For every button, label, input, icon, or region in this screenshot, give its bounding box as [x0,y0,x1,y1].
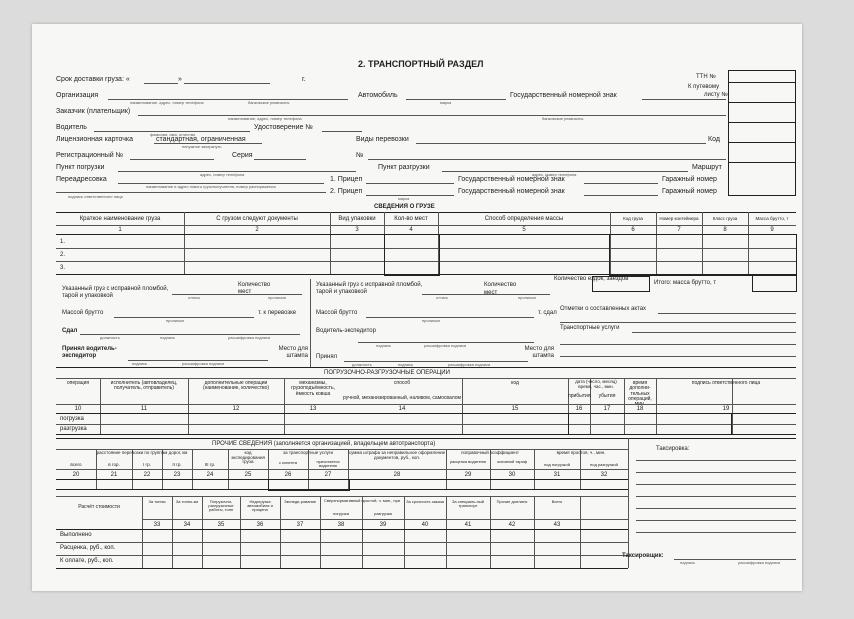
calc-top-rule [56,496,628,497]
other-col-number: 32 [600,472,608,478]
transport-type-label: Виды перевозки [356,136,409,143]
ops-col-header: прибытия [568,393,591,399]
calc-col-header: Всего [551,499,563,504]
ops-col-header: операция [66,380,90,386]
organization-bank-caption: банковские реквизиты [248,100,290,105]
right-received-label: Принял [316,354,338,360]
trailer-caption: марка [398,196,410,201]
cargo-col-number: 4 [409,227,413,233]
delivery-term-label: Срок доставки груза: « [56,76,130,83]
left-gross-label: Массой брутто [62,310,104,316]
state-plate-line[interactable] [642,99,726,100]
ttn-divider [728,142,795,143]
other-col-number: 20 [72,472,80,478]
left-decode-caption: расшифровка подписи [228,335,271,340]
ops-heading: ПОГРУЗОЧНО-РАЗГРУЗОЧНЫЕ ОПЕРАЦИИ [324,370,450,376]
calc-col-header: погрузка [333,511,349,516]
taxation-line[interactable] [636,532,796,533]
right-places-label: мест [484,290,498,296]
distance-sub: III гр. [204,462,216,467]
due-driver-head: причитается водителю [316,459,340,469]
left-stamp-label: Место для штампа [278,346,308,359]
organization-label: Организация [56,92,99,99]
calc-col-header: За тонны [148,499,166,504]
right-decode-caption: расшифровка подписи [424,343,467,348]
trailer-2-label: 2. Прицеп [330,188,363,195]
ops-col-number: 18 [636,406,644,412]
distance-sub: в гор. [108,462,120,467]
other-heading: ПРОЧИЕ СВЕДЕНИЯ (заполняется организацией, владельцем автотранспорта) [212,441,436,447]
cargo-col-number: 2 [255,227,259,233]
loading-point-caption: адрес, номер телефона [200,172,245,177]
acts-label: Отметки о составленных актах [560,306,647,312]
waybill-label: К путевому [688,84,720,90]
services-label: Транспортные услуги [560,325,620,331]
cargo-row-3: 3. [60,265,66,271]
other-col-number: 29 [464,472,472,478]
left-handed-label: Сдал [62,328,78,334]
cargo-col-number: 7 [677,227,681,233]
other-col-number: 31 [553,472,561,478]
code-exp-head: код экспедирования груза [231,450,265,465]
ops-datetime: дата (число, месяц) время, час., мин. [575,379,617,389]
calc-row-rule [56,555,628,556]
calc-row-label: К оплате, руб., коп. [60,558,114,564]
left-transport-label: т. к перевозке [258,310,297,316]
total-mass-box[interactable] [752,274,797,292]
license-card-label: Лицензионная карточка [56,136,134,143]
left-position-caption: должность [100,335,120,340]
distance-head: расстояние перевозки по группам дорог, км [96,450,188,455]
calc-row-label: Расценка, руб., коп. [60,545,116,551]
vehicle-line[interactable] [406,99,506,100]
trailer-2-line[interactable] [366,195,454,196]
ops-method-sub: ручной, механизированный, наливом, самосвалом [343,395,461,401]
right-signature-caption: подпись [376,343,392,348]
ttn-divider [728,102,795,103]
places-box[interactable] [384,234,440,276]
ops-col-header: код [511,380,519,386]
license-label: Удостоверение № [254,124,313,131]
cargo-header-rule [56,225,796,226]
customer-line[interactable] [138,115,726,116]
coef-tariff-head: основной тариф [496,459,528,464]
services-line-2[interactable] [560,344,796,345]
loading-point-label: Пункт погрузки [56,164,105,171]
taxation-line[interactable] [636,460,796,461]
cargo-col-number: 6 [631,227,635,233]
readdress-label: Переадресовка [56,176,107,183]
calc-col-number: 38 [337,522,345,528]
other-col-number: 21 [110,472,118,478]
calc-row-label: Выполнено [60,532,92,538]
calc-col-number: 33 [153,522,161,528]
cargo-col-header: Краткое наименование груза [79,216,161,223]
right-stamp-label: Место для штампа [524,346,554,359]
right-position-caption: должность [352,362,372,367]
transport-head: за транспортные услуги [283,450,333,455]
ops-heading-rule [56,378,796,379]
cargo-heading: СВЕДЕНИЯ О ГРУЗЕ [374,204,435,210]
other-transport-box[interactable] [268,479,350,491]
right-gross-label: Массой брутто [316,310,358,316]
license-card-value: стандартная, ограниченная [156,136,246,143]
distance-sub: всего [70,462,82,467]
other-col-number: 25 [244,472,252,478]
distance-sub: II гр. [172,462,182,467]
right-driver-label: Водитель-экспедитор [316,328,376,334]
driver-label: Водитель [56,124,87,131]
trailer-1-label: 1. Прицеп [330,176,363,183]
ops-col-header: время дополни-тельных операций, мин. [628,380,652,407]
calc-col-number: 34 [183,522,191,528]
cargo-col-header: Кол-во мест [394,216,428,223]
calc-col-divider [320,496,321,568]
calc-col-header: Прочие доплаты [496,499,528,504]
cargo-col-header: Способ определения массы [484,216,564,223]
right-received-decode-caption: расшифровка подписи [448,362,491,367]
driver-caption: фамилия, имя, отчество [150,132,196,137]
ttn-box[interactable] [728,70,796,196]
customer-bank-caption: банковские реквизиты [542,116,584,121]
ops-col-number: 17 [603,406,611,412]
services-line[interactable] [632,332,796,333]
ttn-label: ТТН № [696,74,716,80]
reg-no-label: Регистрационный № [56,152,124,159]
left-accepted-label: Принял водитель-экспедитор [62,346,117,359]
ops-col-number: 11 [140,406,148,412]
with-client-head: с клиента [279,460,297,465]
calc-col-header: Экспеди-рование [283,499,317,504]
entries-count-box[interactable] [592,276,650,292]
coef-wage-head: расценка водителю [449,459,487,464]
ttn-divider [728,162,795,163]
taxer-decode-caption: расшифровка подписи [738,560,781,565]
trailer-2-garage-label: Гаражный номер [662,188,717,195]
trailer-1-line[interactable] [366,183,454,184]
cargo-col-number: 5 [522,227,526,233]
cargo-col-number: 8 [723,227,727,233]
other-col-number: 26 [284,472,292,478]
left-accepted-signature-caption: подпись [132,361,148,366]
ops-col-number: 16 [575,406,583,412]
other-col-number: 22 [143,472,151,478]
unloading-point-caption: адрес, номер телефона [532,172,577,177]
series-label: Серия [232,152,253,159]
trailer-2-plate-line[interactable] [584,195,658,196]
customer-label: Заказчик (плательщик) [56,108,131,115]
ops-col-header: подпись ответственного лица [691,380,761,386]
other-col-number: 23 [173,472,181,478]
left-gross-line[interactable] [114,317,254,318]
transport-type-line[interactable] [416,143,706,144]
ops-col-number: 13 [309,406,317,412]
calc-col-number: 41 [464,522,472,528]
right-gross-caption: прописью [422,318,441,323]
other-col-number: 27 [324,472,332,478]
left-sealed-text: Указанный груз с исправной пломбой, тарой и упаковкой [62,286,169,299]
right-words-caption: прописью [518,295,537,300]
cargo-row-2: 2. [60,252,66,258]
taxation-line[interactable] [636,508,796,509]
route-label: Маршрут [692,164,722,171]
calc-col-number: 43 [553,522,561,528]
calc-col-header: Недогрузка автомобиля и прицепа [247,499,273,513]
handover-divider [310,279,311,367]
ops-col-header: механизмы, грузоподъёмность, ёмкость ковша [291,380,335,397]
right-handed-label: т. сдал [538,310,557,316]
left-signature-caption: подпись [160,335,176,340]
calc-col-header: За тонно-км [175,499,199,504]
calc-col-header: разгрузка [374,511,392,516]
calc-num-rule [56,529,628,530]
services-line-3[interactable] [560,356,796,357]
cargo-col-number: 1 [118,227,122,233]
ops-col-header: убытия [598,393,616,399]
delivery-day-line[interactable] [144,83,178,84]
cargo-col-header: Номер контейнера [659,216,699,222]
idle-unload-head: под разгрузкой [590,462,618,467]
cargo-col-header: Масса брутто, т [755,216,789,222]
coef-head: поправочный коэффициент [461,450,519,455]
ops-col-header: способ [393,380,411,386]
left-gross-caption: прописью [166,318,185,323]
responsible-caption: подпись ответственного лица [68,194,123,199]
left-words-caption: прописью [268,295,287,300]
left-mark-caption: отписк [188,295,201,300]
calc-bottom-rule [56,568,628,569]
calc-col-divider [580,496,581,568]
ops-col-number: 10 [74,406,82,412]
vehicle-label: Автомобиль [358,92,398,99]
taxer-signature-caption: подпись [680,560,696,565]
cargo-col-header: Класс груза [712,216,738,222]
other-col-number: 28 [393,472,401,478]
customer-caption: наименование, адрес, номер телефона [228,116,302,121]
calc-title: Расчёт стоимости [78,504,120,510]
ttn-divider [728,122,795,123]
cargo-code-box[interactable] [609,234,797,276]
responsible-line[interactable] [56,192,326,193]
cargo-top-rule [56,212,796,213]
right-qty-label: Количество [484,282,517,288]
calc-row-rule [56,542,628,543]
other-top-rule [56,438,796,439]
calc-col-number: 36 [256,522,264,528]
calc-col-number: 39 [379,522,387,528]
fine-head: сумма штрафа за неправильное оформление документов, руб., коп. [348,450,446,460]
entries-count-label: Количество ездок, заездов [554,276,629,282]
calc-header-rule [142,519,628,520]
acts-line[interactable] [658,313,796,314]
ops-col-number: 12 [232,406,240,412]
reg-no-line[interactable] [130,159,214,160]
ops-top-rule [56,367,796,368]
taxation-line[interactable] [636,484,796,485]
organization-caption: наименование, адрес, номер телефона [130,100,204,105]
vehicle-caption: марка [440,100,452,105]
trailer-1-plate-label: Государственный номерной знак [458,176,565,183]
calc-col-number: 42 [508,522,516,528]
calc-col-number: 37 [296,522,304,528]
cargo-col-divider [184,212,185,274]
cargo-col-header: Вид упаковки [338,216,376,223]
calc-idle-head: Сверхнормативный простой, ч. мин., при [323,498,401,503]
idle-load-head: под погрузкой [544,462,570,467]
ops-row-loading: погрузка [60,416,84,422]
cargo-col-divider [330,212,331,274]
other-col-number: 24 [206,472,214,478]
other-col-number: 30 [508,472,516,478]
delivery-month-line[interactable] [184,83,270,84]
form-sheet [32,24,802,591]
ops-col-number: 15 [511,406,519,412]
total-mass-label: Итого: масса брутто, т [654,280,717,286]
ttn-divider [728,82,795,83]
calc-col-header: За специаль-ный транспорт [452,499,484,509]
other-header-rule [56,469,628,470]
number-sign: № [356,152,364,159]
calc-col-number: 40 [421,522,429,528]
trailer-2-plate-label: Государственный номерной знак [458,188,565,195]
ops-time-box[interactable] [568,413,732,435]
trailer-1-plate-line[interactable] [584,183,658,184]
taxation-label: Таксировка: [656,446,690,452]
cargo-col-number: 9 [770,227,774,233]
series-line[interactable] [254,159,306,160]
cargo-row-1: 1. [60,239,66,245]
unloading-point-label: Пункт разгрузки [378,164,430,171]
ops-col-header: дополнительные операции (наименование, количество) [202,380,270,392]
distance-sub: I гр. [143,462,151,467]
taxation-line[interactable] [636,496,796,497]
idle-head: время простоя, ч., мин. [556,450,606,455]
state-plate-label: Государственный номерной знак [510,92,617,99]
ops-col-number: 14 [398,406,406,412]
calc-col-number: 35 [217,522,225,528]
license-card-caption: ненужное зачеркнуть [182,144,222,149]
delivery-year: г. [302,76,306,83]
right-sealed-text: Указанный груз с исправной пломбой, тарой и упаковкой [316,282,423,295]
other-right-edge [628,438,629,496]
license-line[interactable] [322,131,362,132]
calc-col-header: Погрузочно-разгрузочные работы, тонн [208,499,234,513]
ops-row-unloading: разгрузка [60,426,87,432]
taxation-line[interactable] [636,472,796,473]
calc-col-divider [362,496,363,568]
cargo-col-header: С грузом следуют документы [216,216,298,223]
page-title: 2. ТРАНСПОРТНЫЙ РАЗДЕЛ [358,59,484,69]
left-accepted-decode-caption: расшифровка подписи [182,361,225,366]
ops-col-header: исполнитель (автовладелец, получатель, отправитель) [110,380,178,392]
acts-line-2[interactable] [560,322,796,323]
right-received-signature-caption: подпись [398,362,414,367]
ops-col-number: 19 [722,406,730,412]
right-mark-caption: оттиск [436,295,448,300]
cargo-col-header: Код груза [623,216,643,222]
trailer-1-garage-label: Гаражный номер [662,176,717,183]
taxer-label: Таксировщик: [622,553,664,559]
left-qty-places: Количество мест [238,282,271,295]
waybill-label-2: листу № [704,92,728,98]
code-label: Код [708,136,720,143]
readdress-caption: наименование и адрес нового грузополучателя, номер распоряжения [146,184,276,189]
ops-header-rule [56,404,796,405]
number-line[interactable] [368,159,726,160]
right-gross-line[interactable] [366,317,534,318]
cargo-col-number: 3 [355,227,359,233]
taxation-line[interactable] [636,520,796,521]
delivery-mid: » [178,76,182,83]
calc-col-header: За срочность заказа [406,499,444,504]
